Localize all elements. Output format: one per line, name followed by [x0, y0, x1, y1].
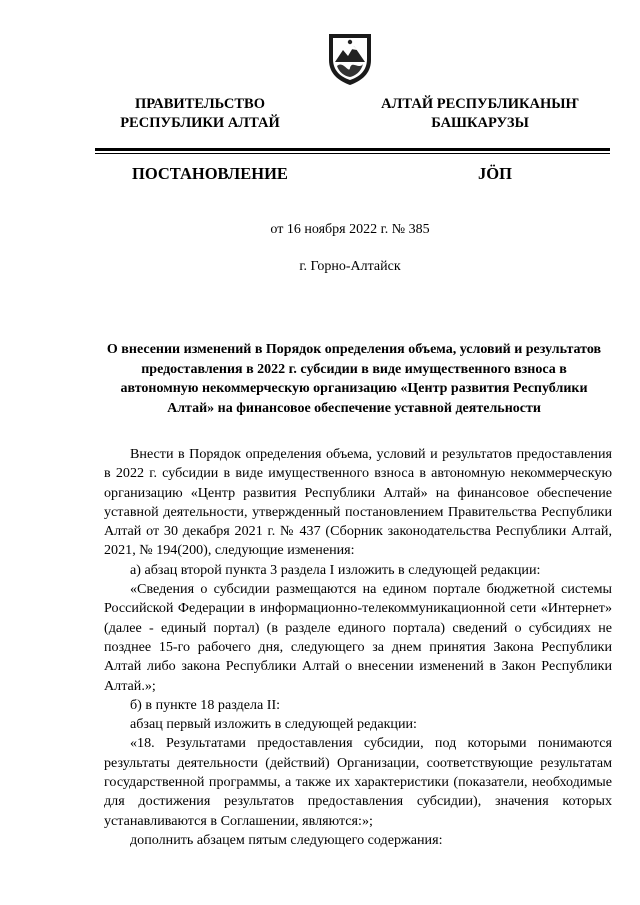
document-title: О внесении изменений в Порядок определения объема, условий и результатов предоставления в 2022 г. субсидии в виде имущественного взноса в автономную некоммерческую организацию «Центр развития Республики Алтай» на финансовое обеспечение уставной деятельности	[106, 342, 602, 416]
document-body	[104, 445, 612, 850]
body-paragraph: абзац первый изложить в следующей редакции:	[130, 716, 417, 733]
body-paragraph: Внести в Порядок определения объема, условий и результатов предоставления в 2022 г. субсидии в виде имущественного взноса в автономную некоммерческую организацию «Центр развития Республики Алтай» на финансовое обеспечение уставной деятельности, утвержденный постановлением Правительства Республики Алтай от 30 декабря 2021 г. № 437 (Сборник законодательства Республики Алтай, 2021, № 194(200), следующие изменения:	[104, 446, 612, 559]
government-name-alt	[380, 95, 580, 133]
government-name-alt-line2: БАШКАРУЗЫ	[431, 115, 529, 131]
header-divider-thin	[95, 153, 610, 154]
government-name-alt-line1: АЛТАЙ РЕСПУБЛИКАНЫҤ	[381, 96, 579, 112]
header-divider-thick	[95, 148, 610, 151]
body-paragraph: б) в пункте 18 раздела II:	[130, 696, 281, 713]
document-city: г. Горно-Алтайск	[299, 259, 401, 274]
body-paragraph: «Сведения о субсидии размещаются на едином портале бюджетной системы Российской Федерации в информационно-телекоммуникационной сети «Интернет» (далее - единый портал) (в разделе единого портала) сведений о субсидиях не позднее 15-го рабочего дня, следующего за днем принятия Закона Республики Алтай либо закона Республики Алтай о внесении изменений в Закон Республики Алтай.»;	[104, 581, 612, 694]
document-type-alt: JӦП	[478, 164, 512, 183]
government-name-ru-line2: РЕСПУБЛИКИ АЛТАЙ	[120, 115, 280, 131]
document-date-number: от 16 ноября 2022 г. № 385	[270, 222, 430, 237]
body-paragraph: «18. Результатами предоставления субсидии, под которыми понимаются результаты деятельности (действий) Организации, соответствующие результатам государственной программы, а также их характеристики (показатели, необходимые для достижения результатов предоставления субсидии), значения которых устанавливаются в Соглашении, являются:»;	[104, 735, 612, 829]
coat-of-arms-icon	[325, 30, 375, 86]
body-paragraph: а) абзац второй пункта 3 раздела I изложить в следующей редакции:	[130, 561, 541, 578]
government-name-ru-line1: ПРАВИТЕЛЬСТВО	[135, 96, 265, 112]
body-paragraph: дополнить абзацем пятым следующего содержания:	[130, 831, 443, 848]
government-name-ru	[100, 95, 300, 133]
document-type: ПОСТАНОВЛЕНИЕ	[132, 164, 288, 183]
